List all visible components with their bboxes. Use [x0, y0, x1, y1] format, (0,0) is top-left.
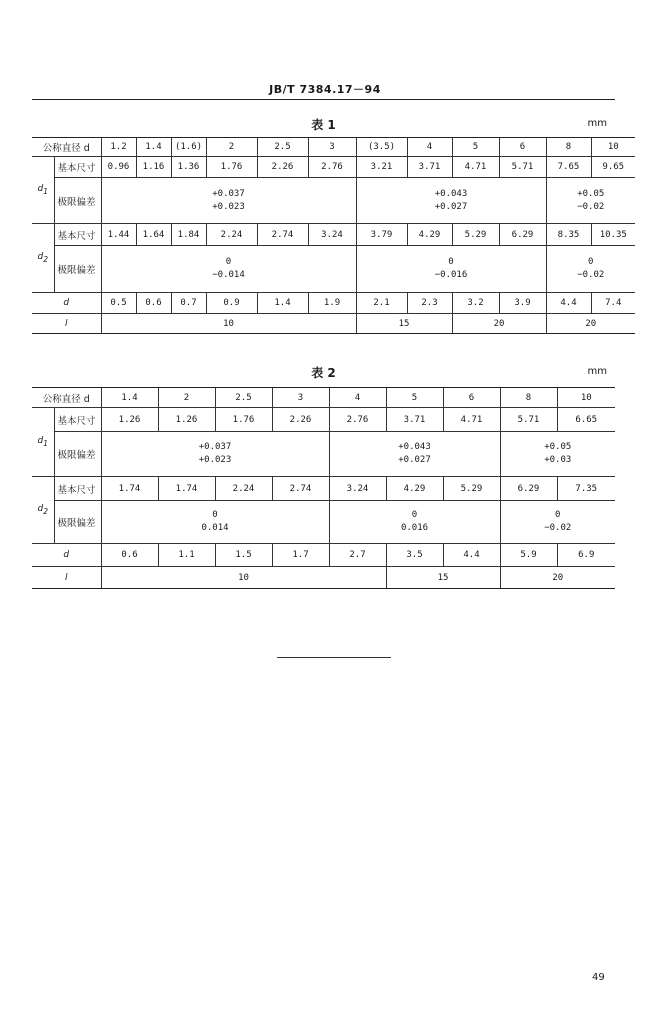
- nominal-d-cell: (1.6): [171, 138, 206, 157]
- d-cell: 4.4: [443, 544, 500, 567]
- table1-d2-tol-row: [32, 246, 635, 293]
- table1-caption: [32, 116, 615, 132]
- table2-header-row: [32, 388, 615, 408]
- d1-basic-cell: 9.65: [591, 157, 635, 178]
- d1-basic-cell: 5.71: [499, 157, 546, 178]
- d1-basic-cell: 6.65: [557, 408, 615, 432]
- table2-d1-tol-row: [32, 432, 615, 477]
- d2-basic-cell: 1.74: [101, 477, 158, 501]
- d1-basic-cell: 2.76: [308, 157, 356, 178]
- d2-tolerance-cell: 0 0.014: [101, 501, 329, 544]
- l-cell: 20: [500, 567, 615, 589]
- table2-title: 表 2: [311, 366, 336, 380]
- table2: [32, 387, 615, 589]
- d2-basic-cell: 1.84: [171, 224, 206, 246]
- d-cell: 2.1: [356, 293, 407, 314]
- d-cell: 1.7: [272, 544, 329, 567]
- l-cell: 15: [386, 567, 500, 589]
- d1-basic-cell: 4.71: [443, 408, 500, 432]
- d1-basic-cell: 1.36: [171, 157, 206, 178]
- d-cell: 1.1: [158, 544, 215, 567]
- nominal-d-cell: 2.5: [215, 388, 272, 408]
- l-row-label: l: [32, 314, 101, 334]
- limit-dev-label: 极限偏差: [54, 178, 101, 224]
- d1-basic-cell: 3.71: [407, 157, 452, 178]
- basic-size-label: 基本尺寸: [54, 157, 101, 178]
- d1-tolerance-cell: +0.05 +0.03: [500, 432, 615, 477]
- d-cell: 1.5: [215, 544, 272, 567]
- d-cell: 0.6: [101, 544, 158, 567]
- table1: [32, 137, 635, 334]
- d2-basic-cell: 1.44: [101, 224, 136, 246]
- d-cell: 3.9: [499, 293, 546, 314]
- d-cell: 0.9: [206, 293, 257, 314]
- d1-tolerance-cell: +0.043 +0.027: [329, 432, 500, 477]
- nominal-d-cell: 1.2: [101, 138, 136, 157]
- d-cell: 0.6: [136, 293, 171, 314]
- d-cell: 1.4: [257, 293, 308, 314]
- nominal-d-label: 公称直径 d: [32, 388, 101, 408]
- d-cell: 0.5: [101, 293, 136, 314]
- nominal-d-cell: 8: [546, 138, 591, 157]
- table2-d-row: [32, 544, 615, 567]
- table1-header-row: [32, 138, 635, 157]
- table1-d1-basic-row: [32, 157, 635, 178]
- d1-basic-cell: 7.65: [546, 157, 591, 178]
- header-rule: [32, 99, 615, 100]
- d1-tolerance-cell: +0.05 −0.02: [546, 178, 635, 224]
- nominal-d-cell: 3: [272, 388, 329, 408]
- d2-basic-cell: 2.74: [272, 477, 329, 501]
- d-row-label: d: [32, 293, 101, 314]
- d1-basic-cell: 3.21: [356, 157, 407, 178]
- d2-basic-cell: 3.79: [356, 224, 407, 246]
- nominal-d-cell: 6: [443, 388, 500, 408]
- l-row-label: l: [32, 567, 101, 589]
- nominal-d-cell: (3.5): [356, 138, 407, 157]
- nominal-d-cell: 2: [206, 138, 257, 157]
- d2-basic-cell: 2.24: [215, 477, 272, 501]
- d2-basic-cell: 3.24: [329, 477, 386, 501]
- d1-basic-cell: 2.76: [329, 408, 386, 432]
- table2-d2-basic-row: [32, 477, 615, 501]
- basic-size-label: 基本尺寸: [54, 224, 101, 246]
- d2-basic-cell: 2.24: [206, 224, 257, 246]
- table2-l-row: [32, 567, 615, 589]
- basic-size-label: 基本尺寸: [54, 408, 101, 432]
- d1-basic-cell: 5.71: [500, 408, 557, 432]
- d1-basic-cell: 3.71: [386, 408, 443, 432]
- end-rule: [277, 657, 391, 658]
- d-cell: 5.9: [500, 544, 557, 567]
- table2-caption: [32, 364, 615, 380]
- d-cell: 4.4: [546, 293, 591, 314]
- table1-unit: mm: [587, 118, 607, 129]
- d-row-label: d: [32, 544, 101, 567]
- d2-basic-cell: 4.29: [407, 224, 452, 246]
- d-cell: 6.9: [557, 544, 615, 567]
- limit-dev-label: 极限偏差: [54, 246, 101, 293]
- d1-basic-cell: 1.76: [215, 408, 272, 432]
- d-cell: 3.2: [452, 293, 499, 314]
- nominal-d-cell: 4: [407, 138, 452, 157]
- table1-l-row: [32, 314, 635, 334]
- d1-basic-cell: 4.71: [452, 157, 499, 178]
- d2-basic-cell: 4.29: [386, 477, 443, 501]
- d2-tolerance-cell: 0 −0.02: [546, 246, 635, 293]
- table2-d1-basic-row: [32, 408, 615, 432]
- d1-basic-cell: 1.16: [136, 157, 171, 178]
- d2-basic-cell: 6.29: [500, 477, 557, 501]
- d-cell: 0.7: [171, 293, 206, 314]
- nominal-d-label: 公称直径 d: [32, 138, 101, 157]
- d2-group-label: $d_2$: [32, 477, 54, 544]
- d2-basic-cell: 3.24: [308, 224, 356, 246]
- d2-tolerance-cell: 0 −0.016: [356, 246, 546, 293]
- limit-dev-label: 极限偏差: [54, 432, 101, 477]
- d1-basic-cell: 1.76: [206, 157, 257, 178]
- d2-basic-cell: 7.35: [557, 477, 615, 501]
- d1-basic-cell: 1.26: [101, 408, 158, 432]
- d1-tolerance-cell: +0.043 +0.027: [356, 178, 546, 224]
- l-cell: 20: [452, 314, 546, 334]
- d2-tolerance-cell: 0 −0.02: [500, 501, 615, 544]
- l-cell: 10: [101, 314, 356, 334]
- d2-group-label: $d_2$: [32, 224, 54, 293]
- d2-basic-cell: 1.64: [136, 224, 171, 246]
- d2-basic-cell: 10.35: [591, 224, 635, 246]
- nominal-d-cell: 2.5: [257, 138, 308, 157]
- d2-basic-cell: 6.29: [499, 224, 546, 246]
- d2-tolerance-cell: 0 −0.014: [101, 246, 356, 293]
- d-cell: 2.7: [329, 544, 386, 567]
- l-cell: 20: [546, 314, 635, 334]
- limit-dev-label: 极限偏差: [54, 501, 101, 544]
- nominal-d-cell: 8: [500, 388, 557, 408]
- nominal-d-cell: 1.4: [136, 138, 171, 157]
- d1-tolerance-cell: +0.037 +0.023: [101, 178, 356, 224]
- d-cell: 2.3: [407, 293, 452, 314]
- d2-basic-cell: 1.74: [158, 477, 215, 501]
- nominal-d-cell: 5: [386, 388, 443, 408]
- d1-basic-cell: 0.96: [101, 157, 136, 178]
- table2-d2-tol-row: [32, 501, 615, 544]
- table1-d1-tol-row: [32, 178, 635, 224]
- l-cell: 15: [356, 314, 452, 334]
- d1-tolerance-cell: +0.037 +0.023: [101, 432, 329, 477]
- nominal-d-cell: 10: [557, 388, 615, 408]
- nominal-d-cell: 3: [308, 138, 356, 157]
- table1-title: 表 1: [311, 118, 336, 132]
- d2-basic-cell: 5.29: [443, 477, 500, 501]
- d-cell: 1.9: [308, 293, 356, 314]
- nominal-d-cell: 10: [591, 138, 635, 157]
- d1-basic-cell: 1.26: [158, 408, 215, 432]
- d2-basic-cell: 8.35: [546, 224, 591, 246]
- running-header: JB/T 7384.17－94: [269, 83, 381, 96]
- d2-basic-cell: 5.29: [452, 224, 499, 246]
- nominal-d-cell: 1.4: [101, 388, 158, 408]
- d2-tolerance-cell: 0 0.016: [329, 501, 500, 544]
- l-cell: 10: [101, 567, 386, 589]
- d-cell: 7.4: [591, 293, 635, 314]
- d1-group-label: $d_1$: [32, 408, 54, 477]
- page-number: 49: [592, 972, 605, 983]
- table1-d-row: [32, 293, 635, 314]
- d1-basic-cell: 2.26: [257, 157, 308, 178]
- table1-d2-basic-row: [32, 224, 635, 246]
- nominal-d-cell: 5: [452, 138, 499, 157]
- table2-unit: mm: [587, 366, 607, 377]
- nominal-d-cell: 2: [158, 388, 215, 408]
- d1-group-label: $d_1$: [32, 157, 54, 224]
- nominal-d-cell: 6: [499, 138, 546, 157]
- basic-size-label: 基本尺寸: [54, 477, 101, 501]
- d1-basic-cell: 2.26: [272, 408, 329, 432]
- nominal-d-cell: 4: [329, 388, 386, 408]
- d2-basic-cell: 2.74: [257, 224, 308, 246]
- d-cell: 3.5: [386, 544, 443, 567]
